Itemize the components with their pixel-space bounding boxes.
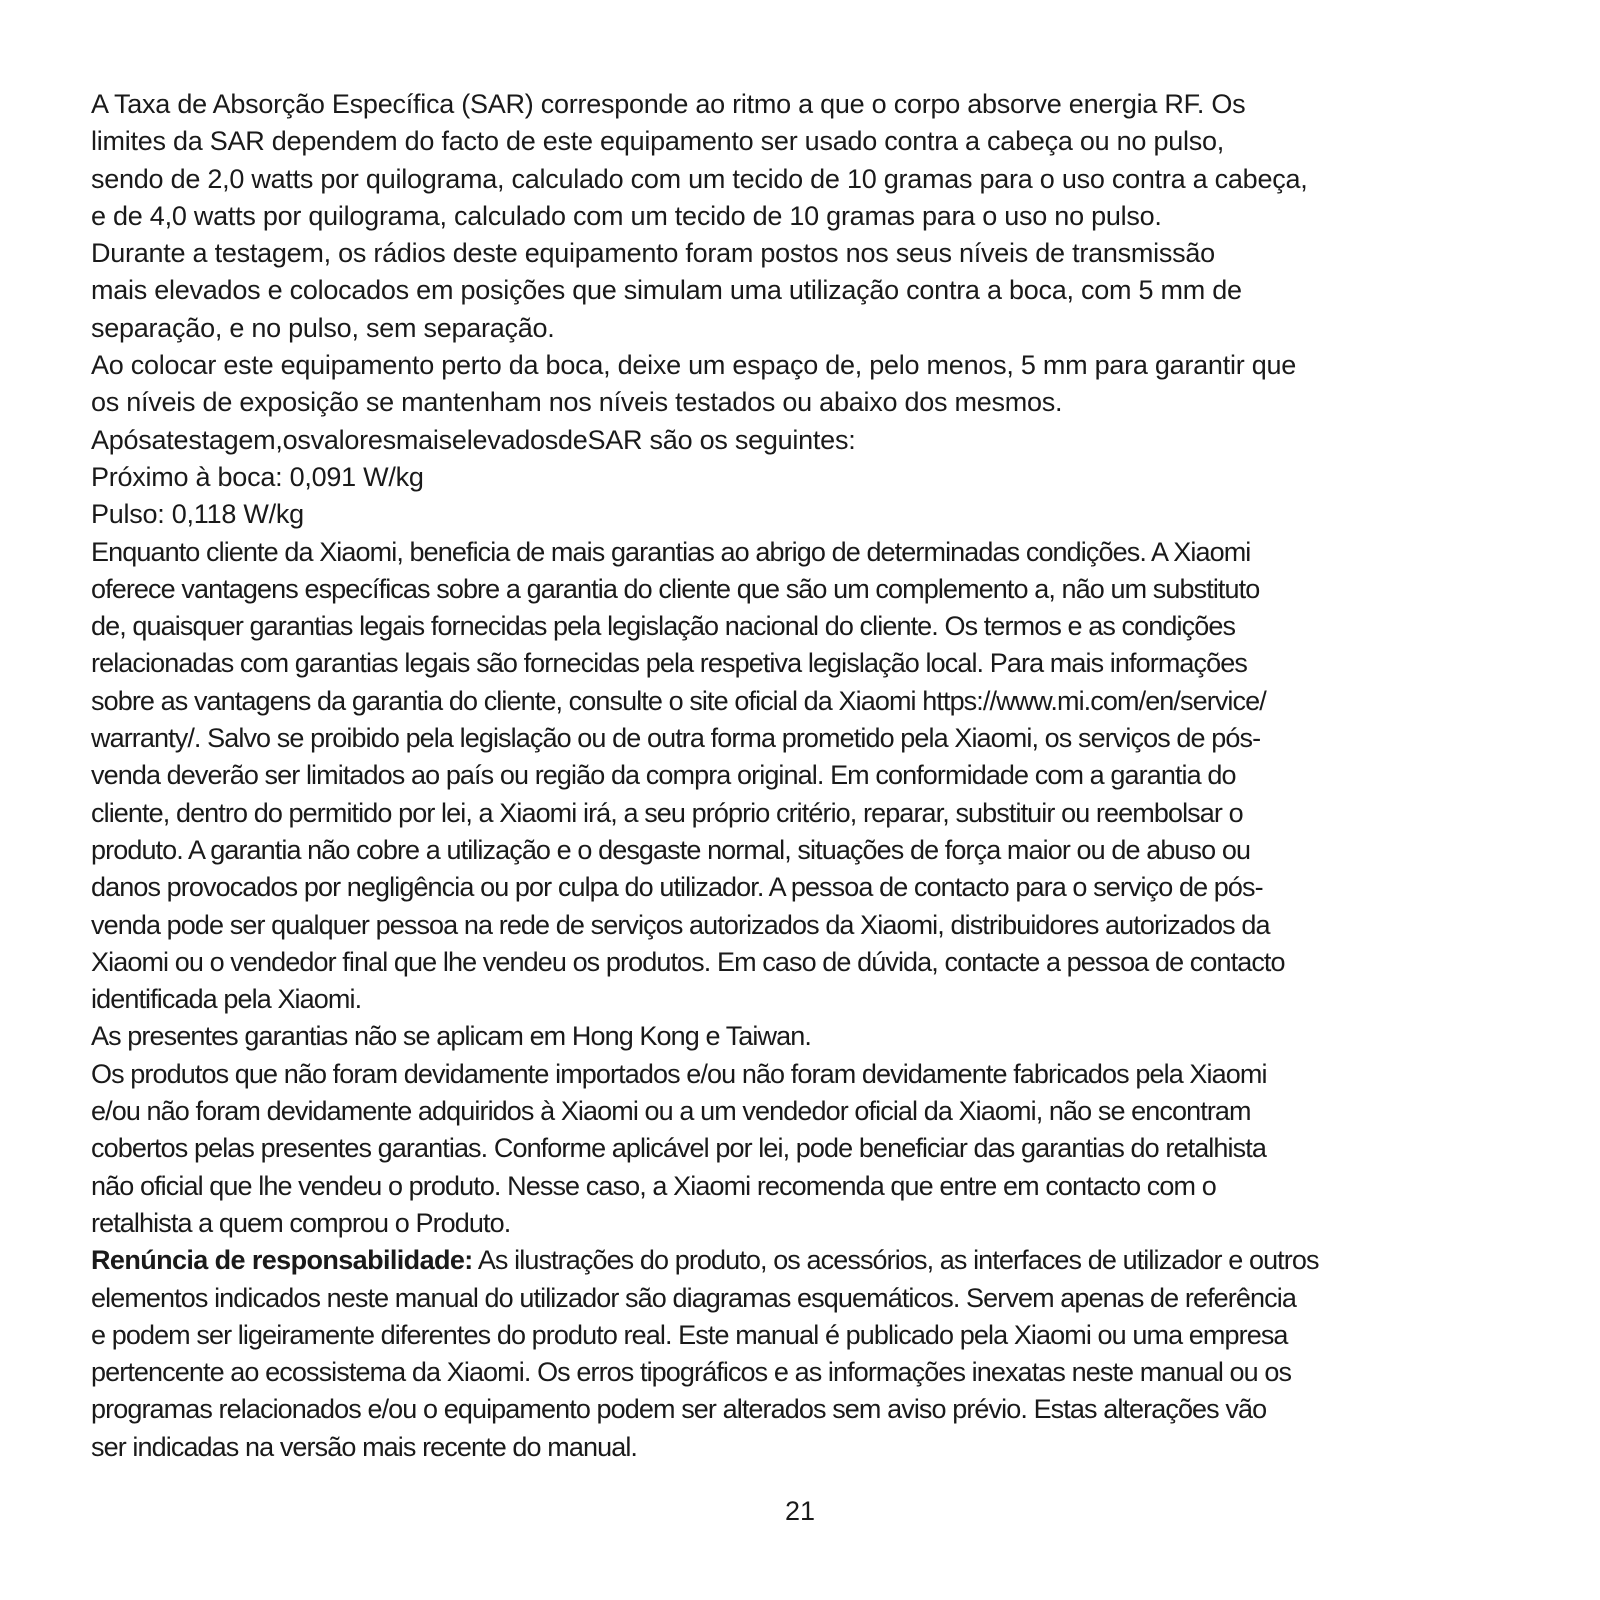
text-line: As presentes garantias não se aplicam em Hong Kong e Taiwan. [91, 1021, 811, 1052]
text-line: elementos indicados neste manual do utilizador são diagramas esquemáticos. Servem apenas de referência [91, 1282, 1296, 1313]
disclaimer-paragraph [91, 1242, 1531, 1466]
document-body [91, 86, 1531, 1466]
text-line: sobre as vantagens da garantia do cliente, consulte o site oficial da Xiaomi https://www.mi.com/en/service/ [91, 685, 1266, 716]
text-line: retalhista a quem comprou o Produto. [91, 1207, 511, 1238]
text-line: de, quaisquer garantias legais fornecidas pela legislação nacional do cliente. Os termos e as condições [91, 611, 1236, 642]
text-line: Ao colocar este equipamento perto da boca, deixe um espaço de, pelo menos, 5 mm para garantir que [91, 350, 1296, 381]
text-line: Enquanto cliente da Xiaomi, beneficia de mais garantias ao abrigo de determinadas condições. A Xiaomi [91, 536, 1251, 567]
text-line: e podem ser ligeiramente diferentes do produto real. Este manual é publicado pela Xiaomi ou uma empresa [91, 1319, 1288, 1350]
sar-intro-paragraph [91, 86, 1531, 235]
sar-testing-paragraph [91, 235, 1531, 347]
text-line: Os produtos que não foram devidamente importados e/ou não foram devidamente fabricados pela Xiaomi [91, 1058, 1267, 1089]
text-line: programas relacionados e/ou o equipamento podem ser alterados sem aviso prévio. Estas alterações vão [91, 1394, 1267, 1425]
text-line: cliente, dentro do permitido por lei, a Xiaomi irá, a seu próprio critério, reparar, substituir ou reembolsar o [91, 797, 1243, 828]
hk-taiwan-paragraph [91, 1018, 1531, 1055]
text-line: venda pode ser qualquer pessoa na rede de serviços autorizados da Xiaomi, distribuidores autorizados da [91, 909, 1270, 940]
text-line: os níveis de exposição se mantenham nos níveis testados ou abaixo dos mesmos. [91, 387, 1063, 418]
text-line: Xiaomi ou o vendedor final que lhe vendeu os produtos. Em caso de dúvida, contacte a pessoa de contacto [91, 946, 1285, 977]
text-line: Pulso: 0,118 W/kg [91, 499, 304, 530]
disclaimer-text: As ilustrações do produto, os acessórios, as interfaces de utilizador e outros [472, 1245, 1319, 1276]
text-line: ser indicadas na versão mais recente do manual. [91, 1431, 638, 1462]
text-line: Próximo à boca: 0,091 W/kg [91, 461, 424, 492]
text-line [91, 1242, 1531, 1279]
unofficial-products-paragraph [91, 1056, 1531, 1242]
text-line: limites da SAR dependem do facto de este equipamento ser usado contra a cabeça ou no pulso, [91, 126, 1224, 157]
text-line: Apósatestagem,osvaloresmaiselevadosdeSAR são os seguintes: [91, 424, 856, 455]
text-line: produto. A garantia não cobre a utilização e o desgaste normal, situações de força maior ou de abuso ou [91, 834, 1251, 865]
warranty-paragraph [91, 534, 1531, 1019]
text-line: identificada pela Xiaomi. [91, 984, 362, 1015]
sar-mouth-value [91, 459, 1531, 496]
text-line: oferece vantagens específicas sobre a garantia do cliente que são um complemento a, não um substituto [91, 573, 1260, 604]
text-line: danos provocados por negligência ou por culpa do utilizador. A pessoa de contacto para o serviço de pós- [91, 872, 1263, 903]
sar-distance-paragraph [91, 347, 1531, 422]
disclaimer-label: Renúncia de responsabilidade: [91, 1245, 473, 1276]
text-line: e/ou não foram devidamente adquiridos à Xiaomi ou a um vendedor oficial da Xiaomi, não se encontram [91, 1096, 1251, 1127]
text-line: Durante a testagem, os rádios deste equipamento foram postos nos seus níveis de transmissão [91, 238, 1215, 269]
text-line: não oficial que lhe vendeu o produto. Nesse caso, a Xiaomi recomenda que entre em contacto com o [91, 1170, 1216, 1201]
text-line: venda deverão ser limitados ao país ou região da compra original. Em conformidade com a garantia do [91, 760, 1236, 791]
text-line: pertencente ao ecossistema da Xiaomi. Os erros tipográficos e as informações inexatas neste manual ou os [91, 1357, 1292, 1388]
sar-wrist-value [91, 496, 1531, 533]
text-line: relacionadas com garantias legais são fornecidas pela respetiva legislação local. Para mais informações [91, 648, 1247, 679]
text-line: separação, e no pulso, sem separação. [91, 312, 555, 343]
text-line: warranty/. Salvo se proibido pela legislação ou de outra forma prometido pela Xiaomi, os serviços de pós- [91, 723, 1261, 754]
page-number: 21 [784, 1496, 816, 1526]
text-line: e de 4,0 watts por quilograma, calculado com um tecido de 10 gramas para o uso no pulso. [91, 200, 1162, 231]
text-line: mais elevados e colocados em posições que simulam uma utilização contra a boca, com 5 mm de [91, 275, 1242, 306]
sar-values-intro [91, 422, 1531, 459]
text-line: sendo de 2,0 watts por quilograma, calculado com um tecido de 10 gramas para o uso contra a cabeça, [91, 163, 1308, 194]
text-line: cobertos pelas presentes garantias. Conforme aplicável por lei, pode beneficiar das garantias do retalhista [91, 1133, 1266, 1164]
text-line: A Taxa de Absorção Específica (SAR) corresponde ao ritmo a que o corpo absorve energia RF. Os [91, 89, 1246, 119]
